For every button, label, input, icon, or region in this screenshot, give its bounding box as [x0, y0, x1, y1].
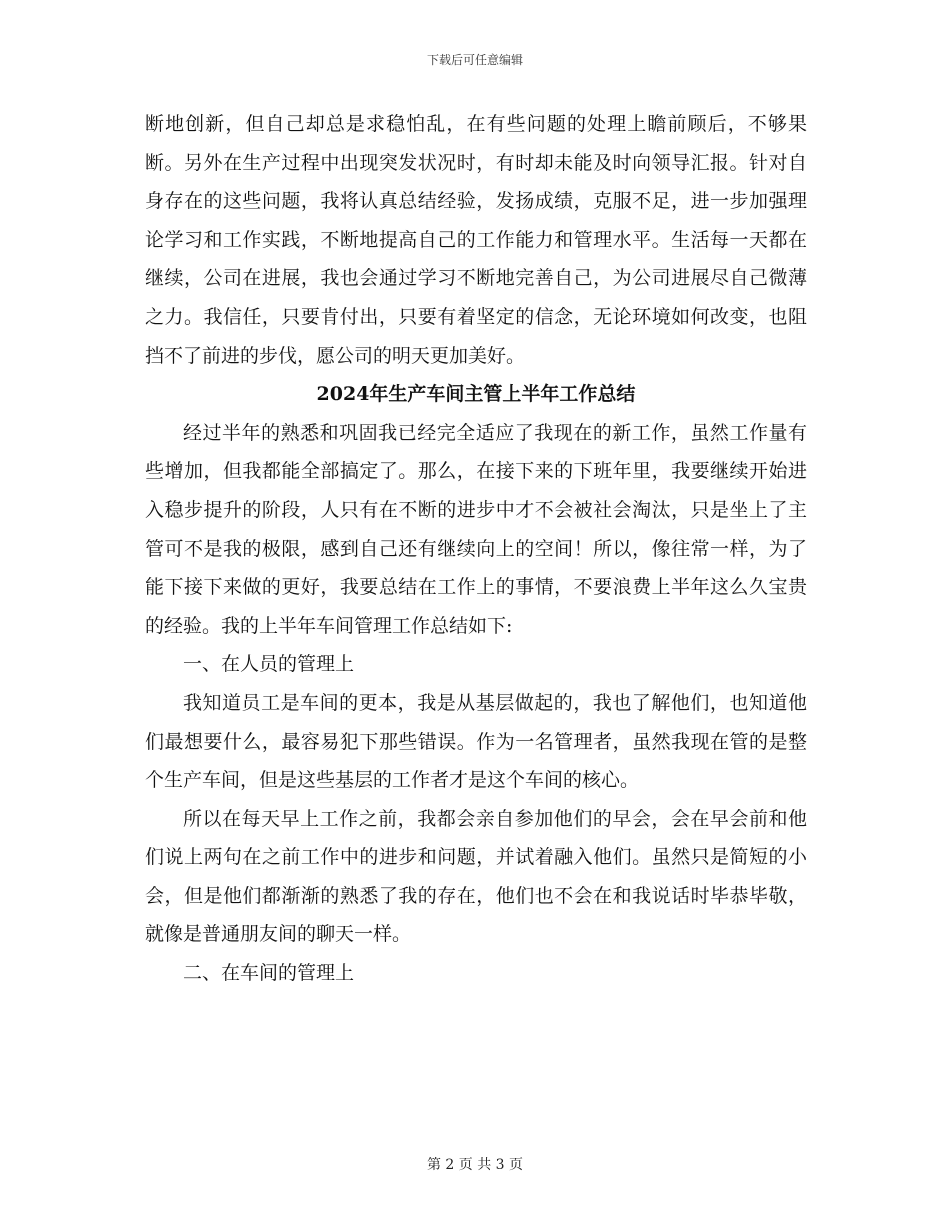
page-footer: 第 2 页 共 3 页: [426, 1157, 524, 1173]
document-body: [145, 105, 807, 993]
section-heading-personnel: 一、在人员的管理上: [183, 653, 355, 676]
section-heading-workshop: 二、在车间的管理上: [183, 962, 355, 985]
paragraph-personnel: 我知道员工是车间的更本，我是从基层做起的，我也了解他们，也知道他们最想要什么，最容易犯下那些错误。作为一名管理者，虽然我现在管的是整个生产车间，但是这些基层的工作者才是这个车间的核心。: [145, 691, 807, 792]
document-title: 2024年生产车间主管上半年工作总结: [316, 383, 636, 406]
page-header: 下载后可任意编辑: [426, 53, 523, 67]
paragraph-continued: 断地创新，但自己却总是求稳怕乱，在有些问题的处理上瞻前顾后，不够果断。另外在生产过程中出现突发状况时，有时却未能及时向领导汇报。针对自身存在的这些问题，我将认真总结经验，发扬成绩，克服不足，进一步加强理论学习和工作实践，不断地提高自己的工作能力和管理水平。生活每一天都在继续，公司在进展，我也会通过学习不断地完善自己，为公司进展尽自己微薄之力。我信任，只要肯付出，只要有着坚定的信念，无论环境如何改变，也阻挡不了前进的步伐，愿公司的明天更加美好。: [145, 113, 807, 367]
paragraph-intro: 经过半年的熟悉和巩固我已经完全适应了我现在的新工作，虽然工作量有些增加，但我都能全部搞定了。那么，在接下来的下班年里，我要继续开始进入稳步提升的阶段，人只有在不断的进步中才不会被社会淘汰，只是坐上了主管可不是我的极限，感到自己还有继续向上的空间！所以，像往常一样，为了能下接下来做的更好，我要总结在工作上的事情，不要浪费上半年这么久宝贵的经验。我的上半年车间管理工作总结如下:: [145, 421, 807, 637]
paragraph-morning-meeting: 所以在每天早上工作之前，我都会亲自参加他们的早会，会在早会前和他们说上两句在之前工作中的进步和问题，并试着融入他们。虽然只是简短的小会，但是他们都渐渐的熟悉了我的存在，他们也不会在和我说话时毕恭毕敬，就像是普通朋友间的聊天一样。: [145, 807, 807, 946]
